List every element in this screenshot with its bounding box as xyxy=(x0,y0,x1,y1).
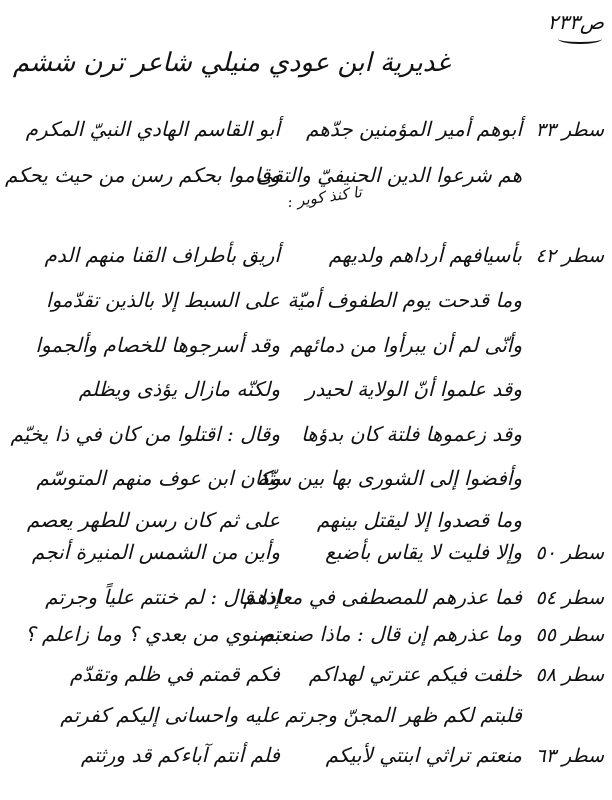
verse-second-hemistich: على السبط إلا بالذين تقدّموا xyxy=(46,288,280,312)
verse-second-hemistich: وقد أسرجوها للخصام وألجموا xyxy=(35,333,280,357)
verse-first-hemistich: فما عذرهم للمصطفى في معادهم xyxy=(243,585,522,609)
verse-first-hemistich: وما عذرهم إن قال : ماذا صنعتم xyxy=(260,622,522,646)
line-reference: سطر ٥٠ xyxy=(535,542,604,564)
verse-second-hemistich: وقاموا بحكم رسن من حيث يحكم xyxy=(5,163,280,187)
verse-row xyxy=(0,288,612,320)
verse-second-hemistich: أريق بأطراف القنا منهم الدم xyxy=(44,243,280,267)
line-reference: سطر ٥٤ xyxy=(535,587,604,609)
verse-first-hemistich: بأسيافهم أرداهم ولديهم xyxy=(328,243,522,267)
verse-second-hemistich: وأين من الشمس المنيرة أنجم xyxy=(31,540,280,564)
line-reference: سطر ٥٨ xyxy=(535,664,604,686)
verse-first-hemistich: وما قدحت يوم الطفوف أميّة xyxy=(287,288,522,312)
verse-row xyxy=(0,662,612,694)
verse-second-hemistich: إذا قال : لم خنتم علياً وجرتم xyxy=(45,585,280,609)
verse-first-hemistich: أبوهم أمير المؤمنين جدّهم xyxy=(306,117,522,141)
verse-first-hemistich: وقد علموا أنّ الولاية لحيدر xyxy=(305,377,522,401)
verse-second-hemistich: وقال : اقتلوا من كان في ذا يخيّم xyxy=(10,422,280,446)
verse-row xyxy=(0,622,612,654)
verse-first-hemistich: وما قصدوا إلا ليقتل بينهم xyxy=(316,508,522,532)
verse-first-hemistich: منعتم تراثي ابنتي لأبيكم xyxy=(325,743,522,767)
verse-first-hemistich: وإلا فليت لا يقاس بأضبع xyxy=(325,540,522,564)
verse-second-hemistich: فلم أنتم آباءكم قد ورثتم xyxy=(80,743,280,767)
verse-first-hemistich: وقد زعموها فلتة كان بدؤها xyxy=(301,422,522,446)
verse-first-hemistich: خلفت فيكم عترتي لهداكم xyxy=(308,662,522,686)
verse-second-hemistich: فكم قمتم في ظلم وتقدّم xyxy=(69,662,280,686)
verse-first-hemistich: هم شرعوا الدين الحنيفيّ والتقى xyxy=(256,163,522,187)
verse-first-hemistich: وأفضوا إلى الشورى بها بين ستّة xyxy=(257,466,522,490)
verse-row xyxy=(0,743,612,775)
verse-row xyxy=(0,703,612,735)
verse-row xyxy=(0,377,612,409)
verse-second-hemistich: على ثم كان رسن للطهر يعصم xyxy=(26,508,280,532)
verse-row xyxy=(0,585,612,617)
verse-second-hemistich: عليه واحسانى إليكم كفرتم xyxy=(60,703,280,727)
line-reference: سطر ٤٢ xyxy=(535,245,604,267)
verse-row xyxy=(0,333,612,365)
verse-row xyxy=(0,243,612,275)
verse-first-hemistich: قلبتم لكم ظهر المجنّ وجرتم xyxy=(285,703,522,727)
verse-row xyxy=(0,422,612,454)
poem-title: غديرية ابن عودي منيلي شاعر ترن ششم xyxy=(12,48,450,78)
page-number-underline xyxy=(558,34,602,44)
verse-second-hemistich: أبو القاسم الهادي النبيّ المكرم xyxy=(25,117,280,141)
page-number: ص٢٣٣ xyxy=(547,10,604,34)
verse-second-hemistich: وكان ابن عوف منهم المتوسّم xyxy=(36,466,280,490)
verse-second-hemistich: بصنوي من بعدي ؟ وما زاعلم ؟ xyxy=(24,622,280,646)
line-reference: سطر ٥٥ xyxy=(535,624,604,646)
verse-row xyxy=(0,508,612,540)
verse-row xyxy=(0,540,612,572)
verse-row xyxy=(0,163,612,195)
line-reference: سطر ٣٣ xyxy=(535,119,604,141)
verse-second-hemistich: ولكنّه مازال يؤذى ويظلم xyxy=(78,377,280,401)
verse-first-hemistich: وأنّى لم أن يبرأوا من دمائهم xyxy=(289,333,522,357)
line-reference: سطر ٦٣ xyxy=(535,745,604,767)
verse-row xyxy=(0,117,612,149)
marginal-note: تا كنذ كوير : xyxy=(286,182,363,212)
verse-row xyxy=(0,466,612,498)
